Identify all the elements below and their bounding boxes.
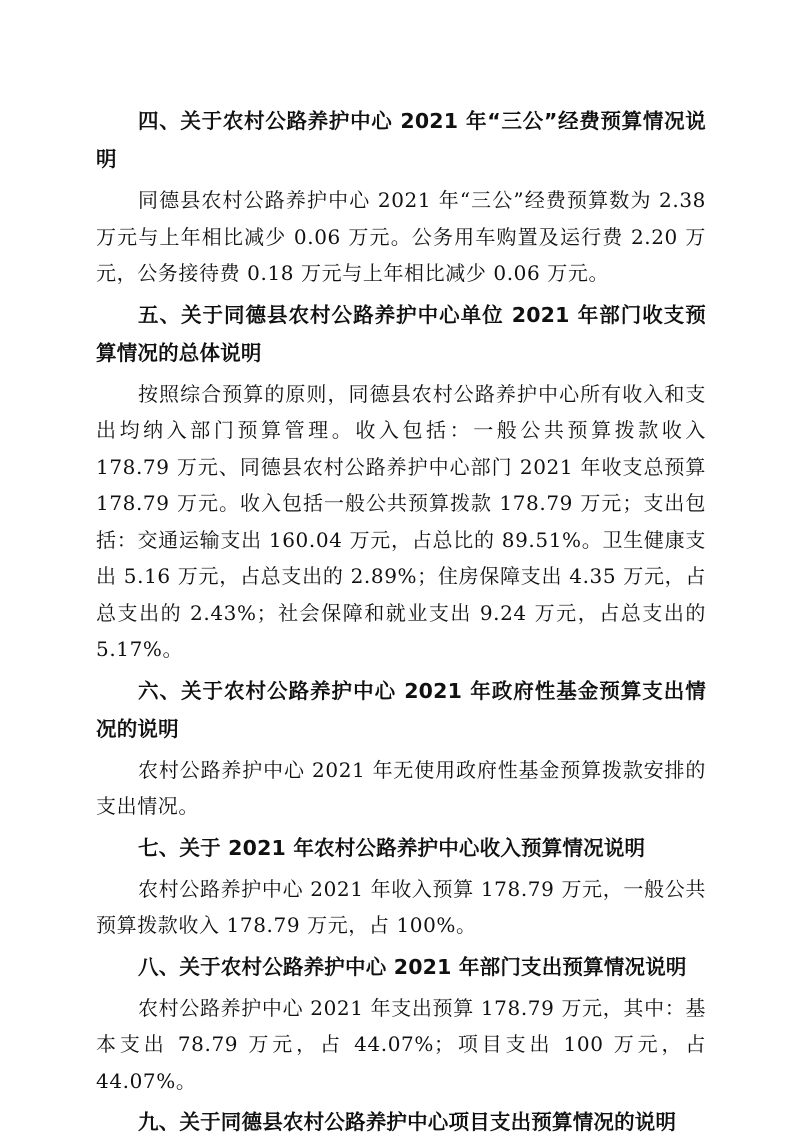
- section-body: 农村公路养护中心 2021 年支出预算 178.79 万元，其中：基本支出 78.79 万元，占 44.07%；项目支出 100 万元，占 44.07%。: [96, 995, 706, 1093]
- section-5: [96, 296, 706, 668]
- section-heading: 五、关于同德县农村公路养护中心单位 2021 年部门收支预算情况的总体说明: [96, 302, 706, 365]
- section-heading: 九、关于同德县农村公路养护中心项目支出预算情况的说明: [138, 1110, 677, 1134]
- section-heading: 八、关于农村公路养护中心 2021 年部门支出预算情况说明: [138, 954, 687, 979]
- section-body: 农村公路养护中心 2021 年收入预算 178.79 万元，一般公共预算拨款收入 178.79 万元，占 100%。: [96, 876, 706, 937]
- section-body: 按照综合预算的原则，同德县农村公路养护中心所有收入和支出均纳入部门预算管理。收入包括：一般公共预算拨款收入 178.79 万元、同德县农村公路养护中心部门 2021 年收支总预算 178.79 万元。收入包括一般公共预算拨款 178.79 万元；支出包括：交通运输支出 160.04 万元，占总比的 89.51%。卫生健康支出 5.16 万元，占总支出的 2.89%；住房保障支出 4.35 万元，占总支出的 2.43%；社会保障和就业支出 9.24 万元，占总支出的 5.17%。: [96, 381, 706, 661]
- section-8: [96, 948, 706, 1100]
- section-9: [96, 1103, 706, 1141]
- section-body: 同德县农村公路养护中心 2021 年“三公”经费预算数为 2.38 万元与上年相比减少 0.06 万元。公务用车购置及运行费 2.20 万元，公务接待费 0.18 万元与上年相比减少 0.06 万元。: [96, 188, 706, 285]
- section-body: 农村公路养护中心 2021 年无使用政府性基金预算拨款安排的支出情况。: [96, 757, 706, 818]
- section-6: [96, 672, 706, 825]
- section-heading: 四、关于农村公路养护中心 2021 年“三公”经费预算情况说明: [96, 109, 706, 171]
- section-4: [96, 102, 706, 292]
- document-page: [96, 102, 706, 1145]
- section-heading: 六、关于农村公路养护中心 2021 年政府性基金预算支出情况的说明: [96, 678, 706, 741]
- section-heading: 七、关于 2021 年农村公路养护中心收入预算情况说明: [138, 835, 646, 860]
- section-7: [96, 829, 706, 944]
